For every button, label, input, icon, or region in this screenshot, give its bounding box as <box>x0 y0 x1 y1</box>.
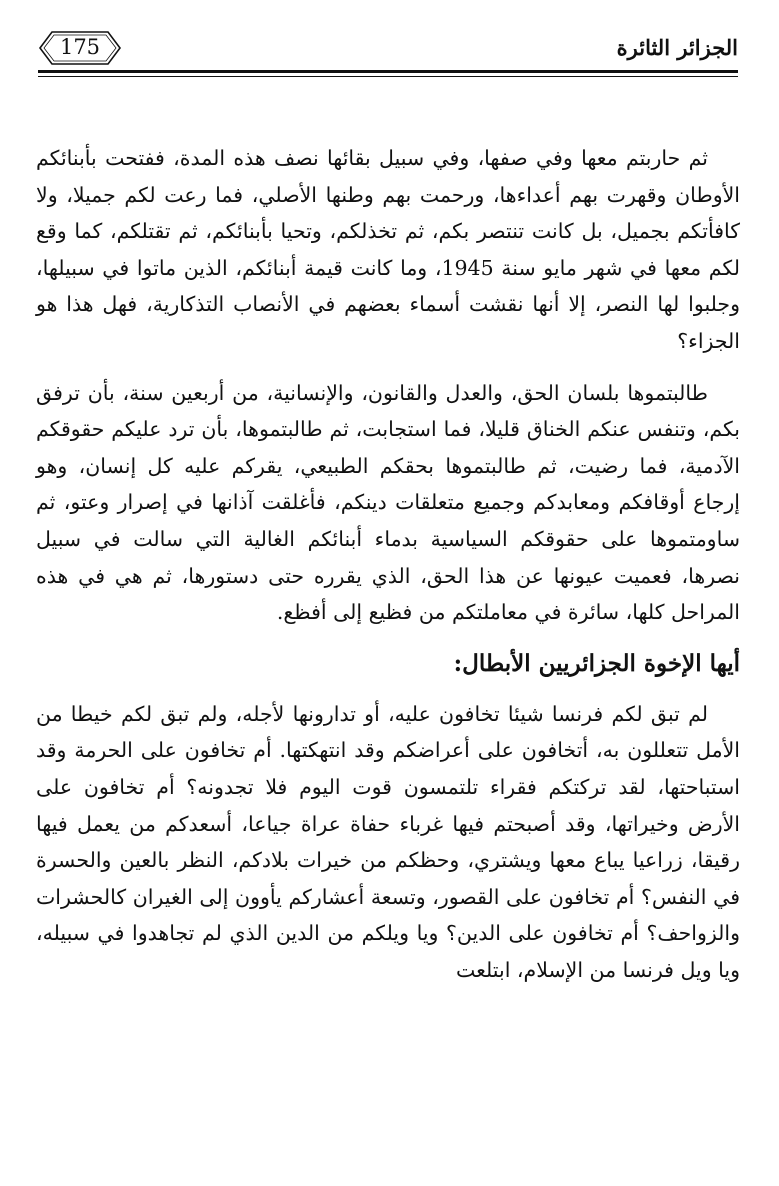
paragraph: ثم حاربتم معها وفي صفها، وفي سبيل بقائها نصف هذه المدة، ففتحت بأبنائكم الأوطان وقهرت بهم أعداءها، ورحمت بهم وطنها الأصلي، فما رعت لكم جميلا، ولا كافأتكم بجميل، بل كانت تنتصر بكم، ثم تخذلكم، وتحيا بأبنائكم، ثم تقتلكم، كما وقع لكم معها في شهر مايو سنة 1945، وما كانت قيمة أبنائكم، الذين ماتوا في سبيلها، وجلبوا لها النصر، إلا أنها نقشت أسماء بعضهم في الأنصاب التذكارية، فهل هذا هو الجزاء؟ <box>36 146 740 353</box>
page-number: 175 <box>59 35 101 59</box>
page-number-badge <box>38 30 122 66</box>
header-rule-thick <box>38 70 738 73</box>
paragraph: لم تبق لكم فرنسا شيئا تخافون عليه، أو تدارونها لأجله، ولم تبق لكم خيطا من الأمل تتعللون به، أتخافون على أعراضكم وقد انتهكتها. أم تخافون على الحرمة وقد استباحتها، لقد تركتكم فقراء تلتمسون قوت اليوم فلا تجدونه؟ أم تخافون على الأرض وخيراتها، وقد أصبحتم فيها غرباء حفاة عراة جياعا، أسعدكم من يعمل فيها رقيقا، زراعيا يباع معها ويشتري، وحظكم من خيرات بلادكم، النظر بالعين والحسرة في النفس؟ أم تخافون على القصور، وتسعة أعشاركم يأوون إلى الغيران كالحشرات والزواحف؟ أم تخافون على الدين؟ ويا ويلكم من الدين الذي لم تجاهدوا في سبيله، ويا ويل فرنسا من الإسلام، ابتلعت <box>36 701 740 982</box>
section-heading: أيها الإخوة الجزائريين الأبطال: <box>453 649 740 677</box>
header-rule-thin <box>38 76 738 77</box>
paragraph: طالبتموها بلسان الحق، والعدل والقانون، والإنسانية، من أربعين سنة، بأن ترفق بكم، وتنفس عنكم الخناق قليلا، فما استجابت، ثم طالبتموها، بأن ترد عليكم حقوقكم الآدمية، فما رضيت، ثم طالبتموها بحقكم الطبيعي، يقركم عليه كل إنسان، وهو إرجاع أوقافكم ومعابدكم وجميع متعلقات دينكم، فأغلقت آذانها في إصرار وعتو، ثم ساومتموها على حقوقكم السياسية بدماء أبنائكم الغالية التي سالت في سبيل نصرها، فعميت عيونها عن هذا الحق، الذي يقرره حتى دستورها، ثم هي في هذه المراحل كلها، سائرة في معاملتكم من فظيع إلى أفظع. <box>36 380 740 625</box>
running-title: الجزائر الثائرة <box>616 35 738 60</box>
body-text <box>36 140 740 988</box>
page-header <box>38 30 738 70</box>
